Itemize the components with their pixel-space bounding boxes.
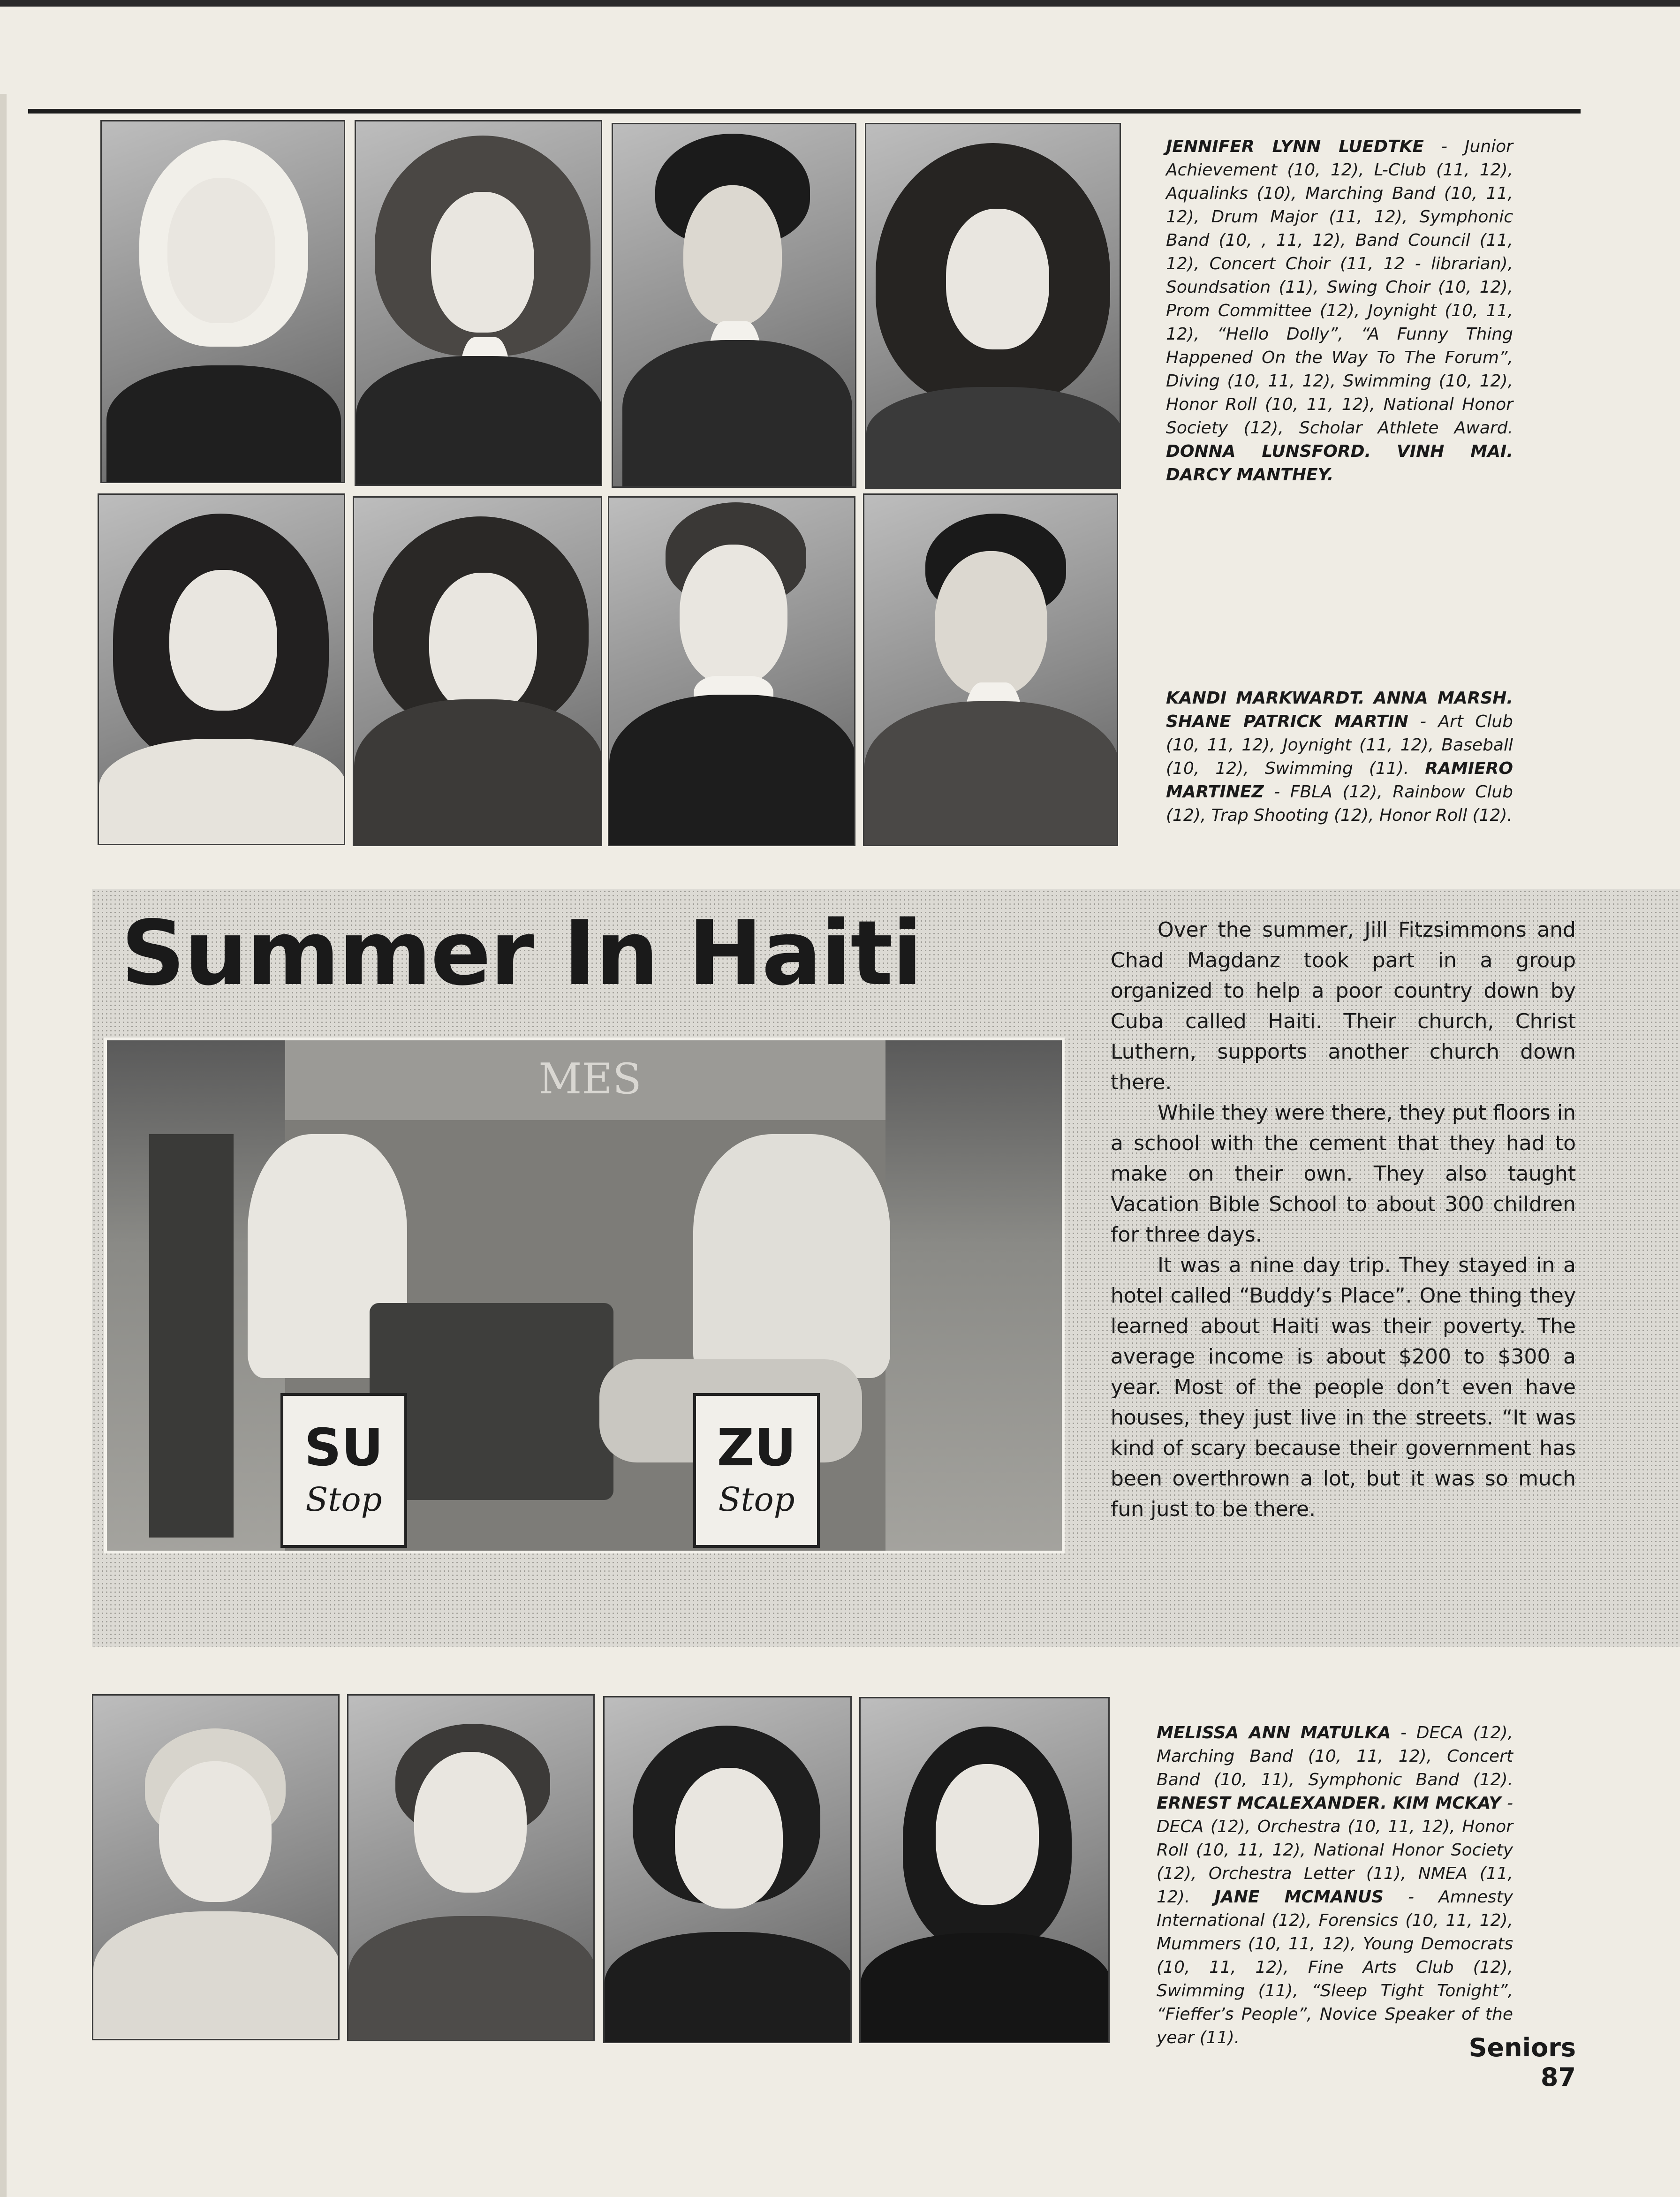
cart-sign-left [280, 1393, 407, 1548]
portrait-donna-lunsford [355, 120, 602, 486]
article-paragraph: Over the summer, Jill Fitzsimmons and Chad Magdanz took part in a group organized to help a poor country down by Cuba called Haiti. Their church, Christ Luthern, supports another church down there. [1111, 918, 1576, 1094]
sign-left-letters: SU [304, 1417, 384, 1477]
student-name: ANNA MARSH. [1373, 689, 1513, 708]
student-name: JENNIFER LYNN LUEDTKE [1166, 137, 1424, 156]
page-gutter-edge [0, 94, 7, 2197]
header-rule [28, 109, 1581, 114]
portrait-melissa-ann-matulka [92, 1694, 340, 2040]
caption-row-3 [1157, 1721, 1513, 2050]
cart-sign-right [693, 1393, 820, 1548]
feature-photo-haiti-cart [104, 1038, 1065, 1553]
student-name: JANE MCMANUS [1214, 1887, 1384, 1907]
article-paragraph: While they were there, they put floors in a school with the cement that they had to make on their own. They also taught Vacation Bible School to about 300 children for three days. [1111, 1101, 1576, 1247]
student-name: SHANE PATRICK MARTIN [1166, 712, 1408, 731]
portrait-ernest-mcalexander [347, 1694, 595, 2041]
feature-title: Summer In Haiti [121, 902, 922, 1005]
student-activities: - Junior Achievement (10, 12), L-Club (11, 12), Aqualinks (10), Marching Band (10, 11, 12), Drum Major (11, 12), Symphonic Band (10, , 11, 12), Band Council (11, 12), Concert Choir (11, 12 - librarian), Soundsation (11), Swing Choir (10, 12), Prom Committee (12), Joynight (10, 11, 12), “Hello Dolly”, “A Funny Thing Happened On the Way To The Forum”, Diving (10, 11, 12), Swimming (10, 12), Honor Roll (10, 11, 12), National Honor Society (12), Scholar Athlete Award. [1166, 137, 1513, 438]
cart-sign-top: MES [538, 1054, 642, 1104]
sign-right-letters: ZU [717, 1417, 796, 1477]
portrait-jennifer-lynn-luedtke [100, 120, 345, 483]
page-folio: Seniors 87 [1468, 2033, 1576, 2092]
portrait-kim-mckay [603, 1696, 852, 2043]
caption-row-1 [1166, 135, 1513, 487]
portrait-shane-patrick-martin [608, 496, 855, 846]
student-name: DARCY MANTHEY. [1166, 465, 1334, 485]
student-name: VINH MAI. [1396, 442, 1513, 461]
student-name: DONNA LUNSFORD. [1166, 442, 1371, 461]
top-border [0, 0, 1680, 7]
portrait-jane-mcmanus [859, 1697, 1110, 2043]
student-activities: - DECA (12), Orchestra (10, 11, 12), Honor Roll (10, 11, 12), National Honor Society (12), Orchestra Letter (11), NMEA (11, 12). [1157, 1794, 1513, 1907]
caption-row-2 [1166, 687, 1513, 827]
portrait-kandi-markwardt [98, 493, 345, 845]
portrait-ramiero-martinez [863, 493, 1118, 846]
sign-left-stop: Stop [305, 1480, 382, 1519]
student-activities: - Amnesty International (12), Forensics (10, 11, 12), Mummers (10, 11, 12), Young Democrats (10, 11, 12), Fine Arts Club (12), Swimming (11), “Sleep Tight Tonight”, “Fieffer’s People”, Novice Speaker of the year (11). [1157, 1887, 1514, 2047]
student-activities: - DECA (12), Marching Band (10, 11, 12), Concert Band (10, 11), Symphonic Band (12). [1157, 1723, 1513, 1789]
article-paragraph: It was a nine day trip. They stayed in a hotel called “Buddy’s Place”. One thing they learned about Haiti was their poverty. The average income is about $200 to $300 a year. Most of the people don’t even have houses, they just live in the streets. “It was kind of scary because their government has been overthrown a lot, but it was so much fun just to be there. [1111, 1253, 1576, 1521]
student-activities: - FBLA (12), Rainbow Club (12), Trap Shooting (12), Honor Roll (12). [1166, 782, 1513, 825]
portrait-anna-marsh [353, 496, 602, 846]
feature-article-text [1111, 915, 1576, 1524]
student-name: KANDI MARKWARDT. [1166, 689, 1365, 708]
student-name: ERNEST MCALEXANDER. [1157, 1794, 1387, 1813]
student-name: MELISSA ANN MATULKA [1157, 1723, 1391, 1742]
sign-right-stop: Stop [718, 1480, 795, 1519]
student-name: RAMIERO MARTINEZ [1166, 759, 1513, 802]
student-activities: - Art Club (10, 11, 12), Joynight (11, 12), Baseball (10, 12), Swimming (11). [1166, 712, 1513, 778]
portrait-vinh-mai [612, 123, 856, 488]
student-name: KIM MCKAY [1392, 1794, 1501, 1813]
portrait-darcy-manthey [865, 123, 1121, 489]
